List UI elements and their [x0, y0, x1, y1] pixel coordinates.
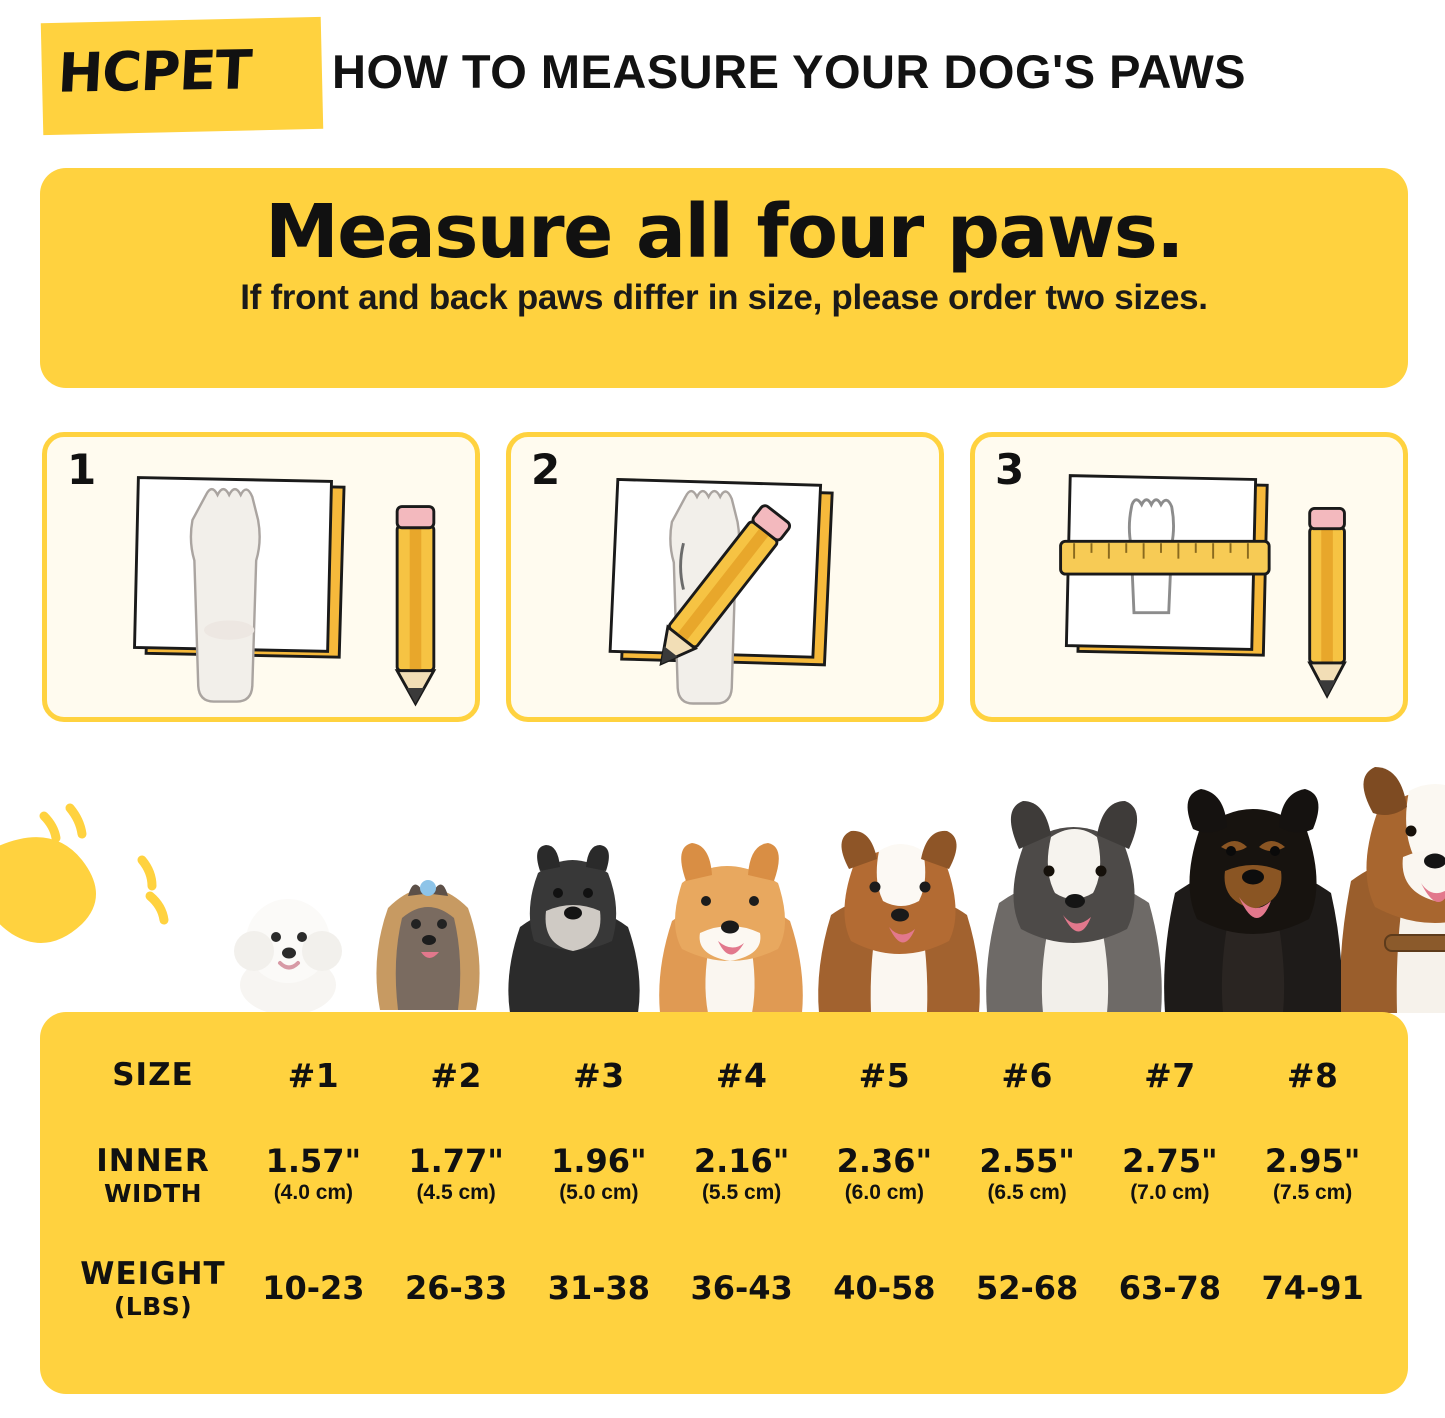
paw-on-paper-icon [47, 437, 475, 717]
row-label-inner-width-line2: WIDTH [103, 1178, 203, 1208]
inner-width-cell-8 [1241, 1112, 1384, 1238]
inner-width-in-4: 2.16" [693, 1141, 790, 1180]
dog-schnauzer [498, 835, 648, 1018]
dog-rottweiler [1163, 775, 1341, 1018]
dog-alaskan-malamute [985, 793, 1163, 1018]
step-card-3 [970, 432, 1408, 722]
dog-shiba-inu [648, 823, 813, 1018]
inner-width-cell-7 [1099, 1112, 1242, 1238]
swoosh-decoration-icon [0, 800, 210, 990]
dog-yorkshire-terrier [358, 848, 498, 1018]
brand-logo-text: HCPET [56, 38, 253, 105]
step-number: 2 [531, 445, 561, 494]
row-label-weight-line2: (LBS) [113, 1291, 193, 1321]
inner-width-cm-3: (5.0 cm) [559, 1180, 639, 1204]
weight-cell-5: 40-58 [833, 1269, 936, 1307]
inner-width-cell-5 [813, 1112, 956, 1238]
size-header-4: #4 [715, 1055, 768, 1095]
inner-width-in-6: 2.55" [979, 1141, 1075, 1180]
weight-cell-4: 36-43 [690, 1269, 793, 1307]
inner-width-in-5: 2.36" [836, 1141, 933, 1180]
weight-cell-6: 52-68 [975, 1269, 1079, 1307]
inner-width-cell-2 [385, 1112, 528, 1238]
row-label-size: SIZE [112, 1057, 194, 1093]
callout-title: Measure all four paws. [265, 189, 1183, 275]
page-title: HOW TO MEASURE YOUR DOG'S PAWS [332, 45, 1247, 98]
dog-australian-shepherd [813, 811, 985, 1018]
inner-width-cell-6 [956, 1112, 1099, 1238]
table-row-weight [64, 1238, 1384, 1338]
dog-size-illustration-strip [0, 760, 1445, 1018]
weight-cell-8: 74-91 [1261, 1269, 1364, 1307]
dog-bichon-frise [218, 863, 358, 1018]
dog-saint-bernard [1341, 757, 1445, 1018]
step-number: 3 [995, 445, 1025, 494]
inner-width-cm-1: (4.0 cm) [273, 1180, 354, 1204]
row-label-weight-line1: WEIGHT [80, 1255, 226, 1292]
inner-width-in-2: 1.77" [408, 1141, 504, 1180]
row-label-weight [64, 1238, 242, 1338]
size-header-3: #3 [573, 1055, 625, 1095]
inner-width-cell-1 [242, 1112, 385, 1238]
size-header-8: #8 [1286, 1055, 1339, 1095]
size-header-2: #2 [430, 1055, 482, 1095]
step-card-1 [42, 432, 480, 722]
weight-cell-3: 31-38 [547, 1269, 651, 1307]
table-row-size [64, 1038, 1384, 1112]
inner-width-cell-4 [670, 1112, 813, 1238]
size-chart-table [40, 1012, 1408, 1394]
pencil-tracing-paw-icon [511, 437, 939, 717]
step-number: 1 [67, 445, 97, 494]
inner-width-in-3: 1.96" [551, 1141, 647, 1180]
inner-width-in-1: 1.57" [265, 1141, 362, 1180]
callout-banner [40, 168, 1408, 388]
row-label-inner-width [64, 1112, 242, 1238]
step-card-2 [506, 432, 944, 722]
callout-subtitle: If front and back paws differ in size, please order two sizes. [240, 277, 1208, 317]
weight-cell-2: 26-33 [404, 1269, 508, 1307]
weight-cell-7: 63-78 [1118, 1269, 1222, 1307]
size-header-7: #7 [1144, 1055, 1196, 1095]
dogs-row [218, 760, 1408, 1018]
inner-width-cell-3 [528, 1112, 671, 1238]
ruler-measuring-outline-icon [975, 437, 1403, 717]
table-row-inner-width [64, 1112, 1384, 1238]
inner-width-cm-2: (4.5 cm) [416, 1180, 496, 1204]
inner-width-cm-6: (6.5 cm) [987, 1180, 1067, 1204]
steps-row [42, 432, 1408, 722]
inner-width-cm-8: (7.5 cm) [1272, 1180, 1353, 1204]
header [0, 14, 1445, 124]
inner-width-in-7: 2.75" [1122, 1141, 1218, 1180]
size-header-6: #6 [1001, 1055, 1053, 1095]
inner-width-cm-7: (7.0 cm) [1130, 1180, 1210, 1204]
weight-cell-1: 10-23 [262, 1269, 365, 1307]
inner-width-cm-5: (6.0 cm) [844, 1180, 925, 1204]
size-header-1: #1 [287, 1055, 340, 1095]
size-header-5: #5 [858, 1055, 911, 1095]
inner-width-in-8: 2.95" [1264, 1141, 1361, 1180]
sizes-table [64, 1038, 1384, 1338]
row-label-inner-width-line1: INNER [96, 1142, 210, 1179]
inner-width-cm-4: (5.5 cm) [701, 1180, 782, 1204]
